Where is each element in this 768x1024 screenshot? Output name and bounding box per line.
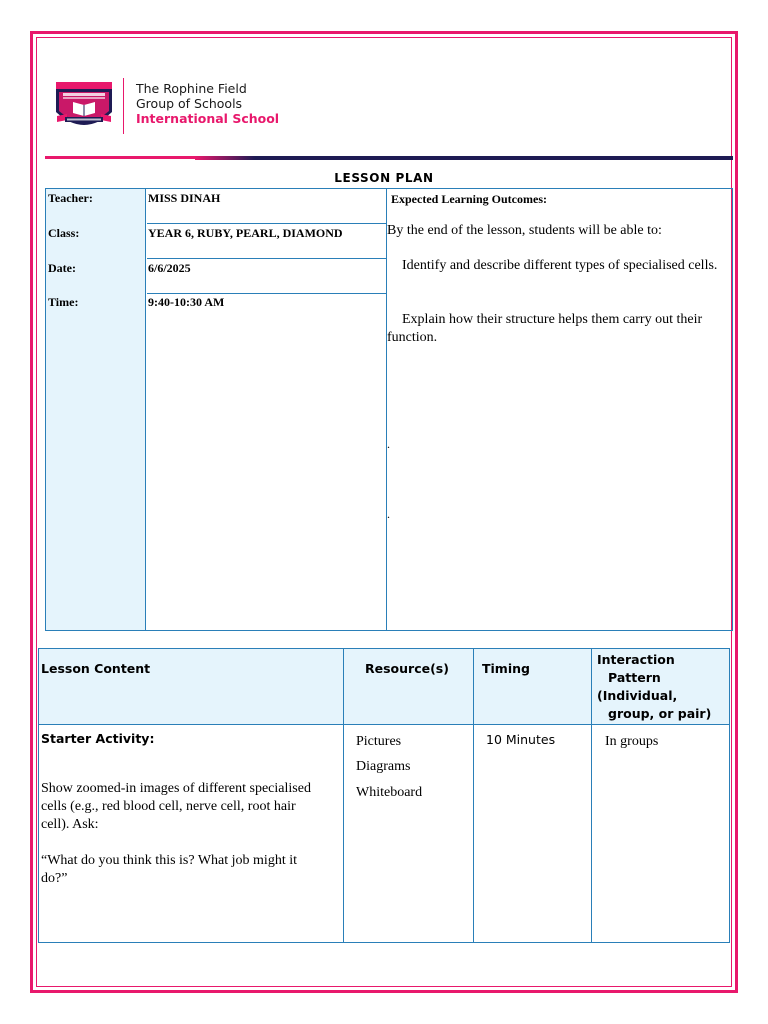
teacher-value: MISS DINAH: [148, 191, 221, 205]
column-divider: [591, 649, 592, 942]
class-value: YEAR 6, RUBY, PEARL, DIAMOND: [148, 226, 343, 240]
school-name-line-1: The Rophine Field: [136, 81, 247, 96]
outcome-dot-1: .: [387, 437, 390, 451]
resource-item: Whiteboard: [356, 785, 423, 800]
resource-item: Diagrams: [356, 759, 411, 774]
teacher-label: Teacher:: [48, 191, 93, 205]
header-resources: Resource(s): [365, 661, 449, 676]
time-label: Time:: [48, 295, 79, 309]
school-name-line-3: International School: [136, 111, 280, 126]
outcomes-heading: Expected Learning Outcomes:: [391, 192, 547, 206]
activity-description-line-2: cells (e.g., red blood cell, nerve cell, root hair: [41, 799, 296, 814]
logo-divider: [123, 78, 124, 134]
resource-item: Pictures: [356, 734, 402, 749]
starter-activity-title: Starter Activity:: [41, 731, 155, 746]
row-divider: [147, 293, 386, 294]
activity-description-line-1: Show zoomed-in images of different specialised: [41, 781, 311, 796]
row-divider: [147, 258, 386, 259]
interaction-value: In groups: [605, 734, 659, 749]
lesson-table: [38, 648, 730, 943]
activity-question-line-2: do?”: [41, 871, 68, 886]
header-rule-navy: [205, 156, 733, 160]
outcomes-cell: [386, 189, 732, 630]
outcome-item-1: Identify and describe different types of specialised cells.: [402, 258, 718, 273]
header-interaction-line-2: Pattern: [608, 670, 661, 685]
column-divider: [473, 649, 474, 942]
header-lesson-content: Lesson Content: [41, 661, 151, 676]
header-interaction-line-1: Interaction: [597, 652, 675, 667]
class-label: Class:: [48, 226, 80, 240]
school-logo: [53, 78, 115, 138]
date-value: 6/6/2025: [148, 261, 191, 275]
header-timing: Timing: [482, 661, 530, 676]
activity-description-line-3: cell). Ask:: [41, 817, 99, 832]
header-rule-pink: [45, 156, 205, 159]
timing-value: 10 Minutes: [486, 732, 556, 747]
header-rule-blend: [195, 156, 255, 160]
outcome-item-2: Explain how their structure helps them carry out their function.: [387, 312, 703, 345]
info-label-column: [46, 189, 146, 630]
school-name: [136, 81, 279, 126]
column-divider: [343, 649, 344, 942]
outcome-dot-2: .: [387, 507, 390, 521]
info-table: [45, 188, 733, 631]
school-name-line-2: Group of Schools: [136, 96, 243, 111]
header-interaction-line-3: (Individual,: [597, 688, 678, 703]
page-title: LESSON PLAN: [334, 171, 434, 185]
outcomes-intro: By the end of the lesson, students will be able to:: [387, 223, 662, 238]
row-divider: [147, 223, 386, 224]
header-interaction-line-4: group, or pair): [608, 706, 712, 721]
activity-question-line-1: “What do you think this is? What job might it: [41, 853, 297, 868]
date-label: Date:: [48, 261, 76, 275]
time-value: 9:40-10:30 AM: [148, 295, 225, 309]
